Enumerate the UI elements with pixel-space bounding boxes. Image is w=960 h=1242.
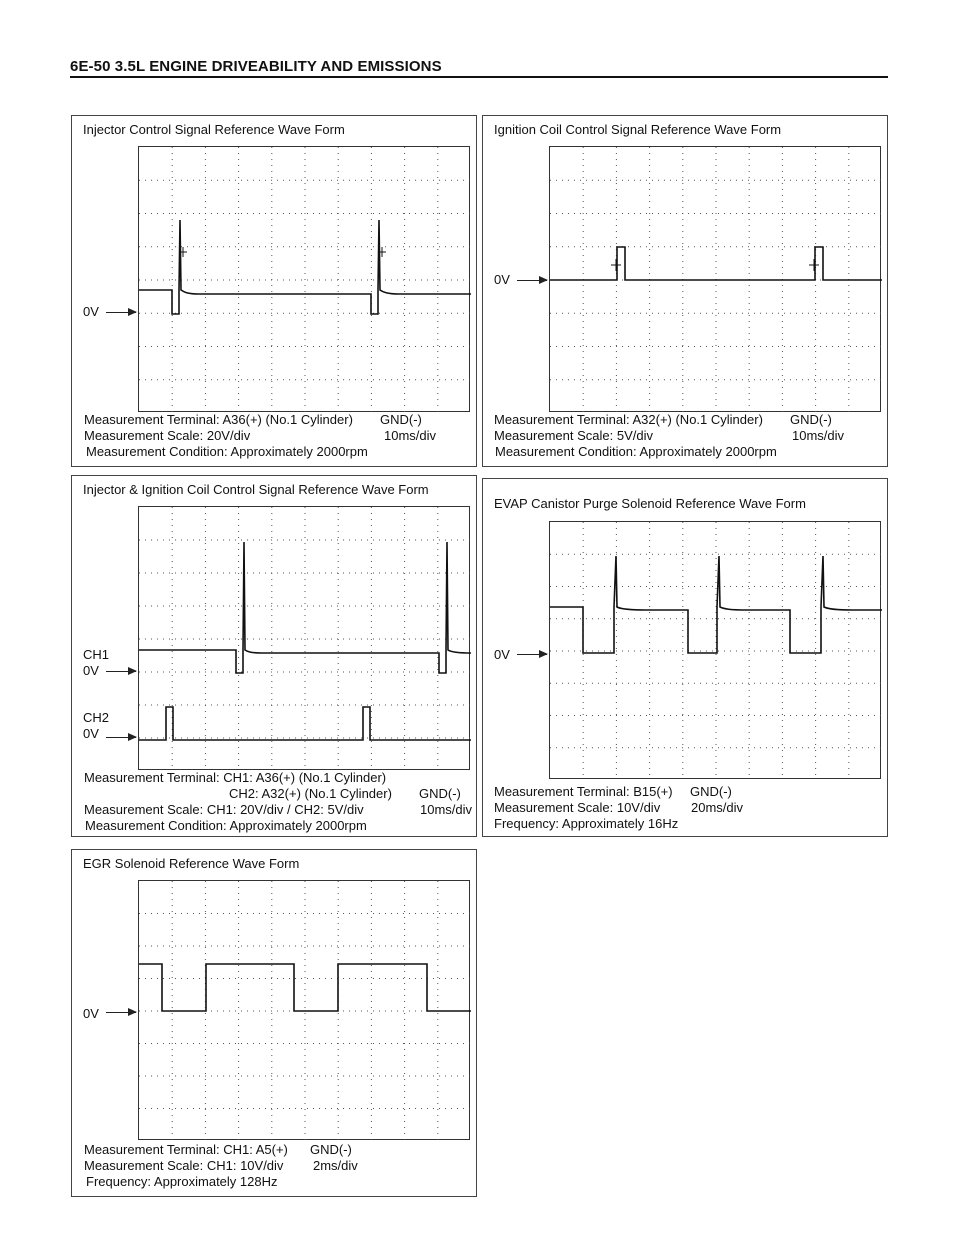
panel-title: EGR Solenoid Reference Wave Form <box>83 856 300 871</box>
zero-volt-label: 0V <box>494 647 510 662</box>
zero-volt-label: 0V <box>83 1006 99 1021</box>
info-line: CH2: A32(+) (No.1 Cylinder) GND(-) <box>229 786 461 801</box>
info-line: Frequency: Approximately 16Hz <box>494 816 679 831</box>
info-line: Measurement Terminal: CH1: A5(+) GND(-) <box>84 1142 352 1157</box>
measurement-info <box>84 770 473 834</box>
panel-title: Ignition Coil Control Signal Reference Wave Form <box>494 122 782 137</box>
zero-volt-label: 0V <box>83 304 99 319</box>
info-line: Measurement Terminal: CH1: A36(+) (No.1 Cylinder) <box>84 770 387 785</box>
waveform-trace <box>139 507 471 771</box>
panel-title: EVAP Canistor Purge Solenoid Reference Wave Form <box>494 496 806 511</box>
ch2-zero-volt-arrow <box>106 737 136 738</box>
info-line: Measurement Condition: Approximately 2000rpm <box>85 818 367 833</box>
zero-volt-arrow <box>106 1012 136 1013</box>
scope-screen <box>549 146 881 412</box>
egr-solenoid-wave-panel <box>71 849 477 1197</box>
measurement-info <box>84 412 437 460</box>
waveform-trace <box>550 147 882 413</box>
zero-volt-arrow <box>517 280 547 281</box>
waveform-trace <box>139 881 471 1141</box>
page-header: 6E-50 3.5L ENGINE DRIVEABILITY AND EMISSIONS <box>70 58 442 75</box>
info-line: Measurement Scale: 20V/div 10ms/div <box>84 428 437 443</box>
zero-volt-arrow <box>517 654 547 655</box>
ch1-zero-volt-label: 0V <box>83 663 99 678</box>
waveform-trace <box>139 147 471 413</box>
info-line: Measurement Terminal: A36(+) (No.1 Cylinder) GND(-) <box>84 412 422 427</box>
header-rule <box>70 76 888 78</box>
info-line: Measurement Scale: 10V/div 20ms/div <box>494 800 744 815</box>
info-line: Measurement Terminal: A32(+) (No.1 Cylinder) GND(-) <box>494 412 832 427</box>
panel-title: Injector & Ignition Coil Control Signal Reference Wave Form <box>83 482 429 497</box>
scope-screen <box>549 521 881 779</box>
panel-title: Injector Control Signal Reference Wave Form <box>83 122 345 137</box>
info-line: Frequency: Approximately 128Hz <box>86 1174 278 1189</box>
injector-ignition-wave-panel <box>71 475 477 837</box>
ch2-zero-volt-label: 0V <box>83 726 99 741</box>
info-line: Measurement Scale: 5V/div 10ms/div <box>494 428 845 443</box>
evap-purge-wave-panel <box>482 478 888 837</box>
info-line: Measurement Scale: CH1: 10V/div 2ms/div <box>84 1158 358 1173</box>
info-line: Measurement Scale: CH1: 20V/div / CH2: 5V/div 10ms/div <box>84 802 473 817</box>
ch1-zero-volt-arrow <box>106 671 136 672</box>
info-line: Measurement Condition: Approximately 2000rpm <box>495 444 777 459</box>
scope-screen <box>138 880 470 1140</box>
ignition-wave-panel <box>482 115 888 467</box>
measurement-info <box>494 784 744 832</box>
scope-screen <box>138 506 470 770</box>
waveform-trace <box>550 522 882 780</box>
ch1-label: CH1 <box>83 647 110 662</box>
zero-volt-label: 0V <box>494 272 510 287</box>
measurement-info <box>494 412 845 460</box>
ch2-label: CH2 <box>83 710 110 725</box>
injector-wave-panel <box>71 115 477 467</box>
scope-screen <box>138 146 470 412</box>
measurement-info <box>84 1142 358 1190</box>
info-line: Measurement Terminal: B15(+) GND(-) <box>494 784 732 799</box>
info-line: Measurement Condition: Approximately 2000rpm <box>86 444 368 459</box>
zero-volt-arrow <box>106 312 136 313</box>
